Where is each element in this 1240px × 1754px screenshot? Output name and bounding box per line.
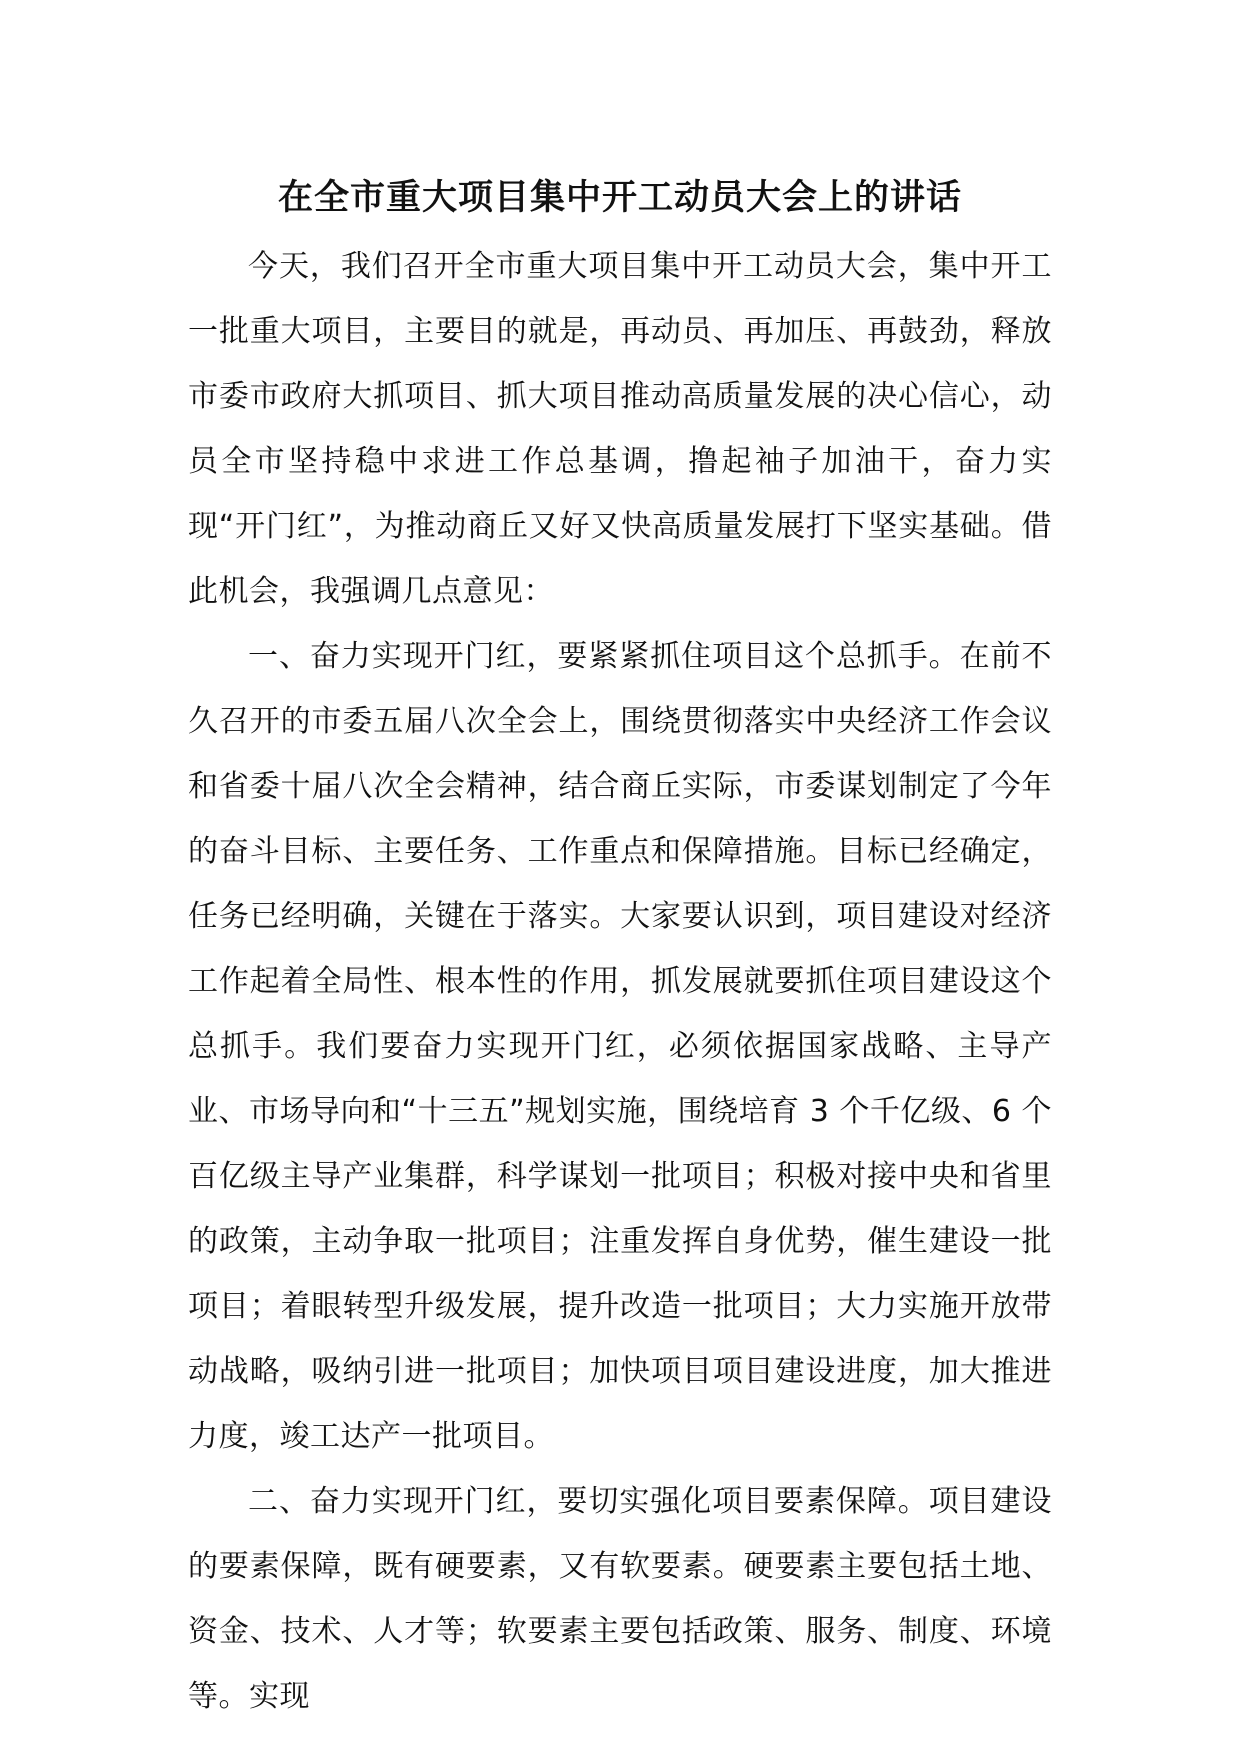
document-title: 在全市重大项目集中开工动员大会上的讲话: [277, 178, 962, 218]
document-body: [188, 234, 1052, 1729]
paragraph-section-two: 二、奋力实现开门红，要切实强化项目要素保障。项目建设的要素保障，既有硬要素，又有软要素。硬要素主要包括土地、资金、技术、人才等；软要素主要包括政策、服务、制度、环境等。实现: [188, 1484, 1052, 1714]
paragraph-intro: 今天，我们召开全市重大项目集中开工动员大会，集中开工一批重大项目，主要目的就是，再动员、再加压、再鼓劲，释放市委市政府大抓项目、抓大项目推动高质量发展的决心信心，动员全市坚持稳中求进工作总基调，撸起袖子加油干，奋力实现“开门红”，为推动商丘又好又快高质量发展打下坚实基础。借此机会，我强调几点意见：: [188, 249, 1052, 609]
paragraph-section-one: 一、奋力实现开门红，要紧紧抓住项目这个总抓手。在前不久召开的市委五届八次全会上，围绕贯彻落实中央经济工作会议和省委十届八次全会精神，结合商丘实际，市委谋划制定了今年的奋斗目标、主要任务、工作重点和保障措施。目标已经确定，任务已经明确，关键在于落实。大家要认识到，项目建设对经济工作起着全局性、根本性的作用，抓发展就要抓住项目建设这个总抓手。我们要奋力实现开门红，必须依据国家战略、主导产业、市场导向和“十三五”规划实施，围绕培育 3 个千亿级、6 个百亿级主导产业集群，科学谋划一批项目；积极对接中央和省里的政策，主动争取一批项目；注重发挥自身优势，催生建设一批项目；着眼转型升级发展，提升改造一批项目；大力实施开放带动战略，吸纳引进一批项目；加快项目项目建设进度，加大推进力度，竣工达产一批项目。: [188, 639, 1052, 1454]
